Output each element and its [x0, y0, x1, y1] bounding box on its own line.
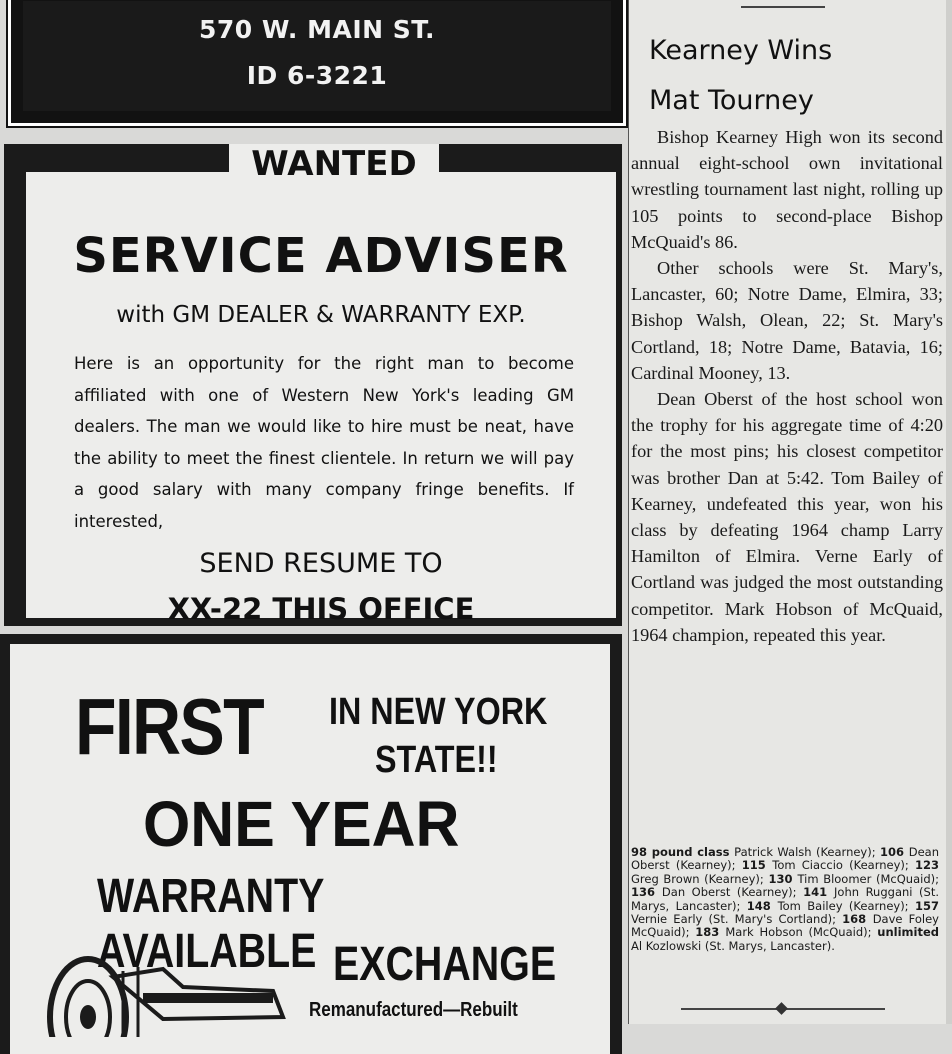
weight-class: 157 [914, 898, 939, 913]
class-winner: John Ruggani (St. Marys, Lancaster); [631, 885, 939, 913]
end-rule-ornament [775, 1002, 788, 1015]
new-york-line: IN NEW YORK [329, 691, 548, 733]
class-winner: Tom Bailey (Kearney); [777, 898, 915, 913]
one-year-heading: ONE YEAR [143, 788, 460, 860]
page-edge [946, 0, 952, 1024]
class-winner: Tom Ciaccio (Kearney); [772, 858, 915, 873]
warranty-ad [0, 634, 622, 1054]
headline-line: Kearney Wins [649, 35, 833, 66]
dealer-phone: ID 6-3221 [246, 61, 388, 90]
weight-class: 106 [879, 845, 909, 859]
article-body [631, 124, 943, 648]
warranty-frame [10, 644, 610, 1054]
dealer-address: 570 W. MAIN ST. [198, 15, 436, 44]
weight-class: 130 [768, 871, 798, 886]
wanted-headline: SERVICE ADVISER [73, 228, 569, 284]
weight-class: 115 [741, 858, 773, 873]
class-winner: Mark Hobson (McQuaid); [725, 925, 878, 940]
office-box-line: XX-22 THIS OFFICE [167, 592, 475, 626]
class-winner: Dean Oberst (Kearney); [631, 845, 940, 873]
wanted-label: WANTED [229, 144, 439, 188]
weight-class: 148 [746, 898, 778, 913]
article-paragraph: Dean Oberst of the host school won the trophy for his aggregate time of 4:20 for the most pins; his closest competitor was brother Dan at 5:42. Tom Bailey of Kearney, undefeated this year, won his class by defeating 1964 champ Larry Hamilton of Elmira. Verne Early of Cortland was judged the most outstanding competitor. Mark Hobson of McQuaid, 1964 champion, repeated this year. [631, 389, 943, 645]
article-paragraph: Other schools were St. Mary's, Lancaster, 60; Notre Dame, Elmira, 33; Bishop Walsh, Olean, 22; St. Mary's Cortland, 18; Notre Dame, Batavia, 16; Cardinal Mooney, 13. [631, 258, 943, 383]
class-winner: Dave Foley McQuaid); [631, 912, 939, 940]
news-article [628, 0, 947, 1024]
weight-class: 168 [842, 912, 873, 927]
first-heading: FIRST [75, 682, 263, 771]
address-ad [8, 0, 626, 126]
article-headline [649, 26, 939, 126]
class-winner: Greg Brown (Kearney); [631, 871, 769, 886]
warranty-available-heading: WARRANTY AVAILABLE [97, 870, 324, 978]
state-line: STATE!! [375, 739, 498, 781]
wanted-subhead: with GM DEALER & WARRANTY EXP. [116, 302, 526, 328]
class-winner: Dan Oberst (Kearney); [661, 885, 804, 900]
class-winner: Vernie Early (St. Mary's Cortland); [631, 912, 843, 927]
weight-class: unlimited [877, 925, 939, 940]
results-list [631, 846, 939, 953]
send-resume-line: SEND RESUME TO [199, 548, 443, 579]
remanufactured-line: Remanufactured—Rebuilt [309, 999, 518, 1021]
help-wanted-frame [26, 172, 616, 626]
weight-class: 136 [631, 885, 662, 900]
wanted-body-text: Here is an opportunity for the right man to become affiliated with one of Western New York's leading GM dealers. The man we would like to hire must be neat, have the ability to meet the finest clientele. In return we will pay a good salary with many company fringe benefits. If interested, [74, 354, 574, 531]
weight-class: 98 pound class [631, 845, 735, 859]
weight-class: 183 [695, 925, 726, 940]
class-winner: Patrick Walsh (Kearney); [734, 845, 880, 859]
headline-line: Mat Tourney [649, 85, 814, 116]
exchange-heading: EXCHANGE [333, 938, 557, 991]
column-rule [741, 6, 825, 8]
article-paragraph: Bishop Kearney High won its second annual eight-school own invitational wrestling tournament last night, rolling up 105 points to second-place Bishop McQuaid's 86. [631, 127, 943, 252]
class-winner: Al Kozlowski (St. Marys, Lancaster). [631, 938, 835, 953]
weight-class: 123 [914, 858, 939, 873]
class-winner: Tim Bloomer (McQuaid); [797, 871, 939, 886]
address-ad-panel [23, 1, 611, 111]
weight-class: 141 [803, 885, 835, 900]
help-wanted-ad [4, 144, 622, 626]
